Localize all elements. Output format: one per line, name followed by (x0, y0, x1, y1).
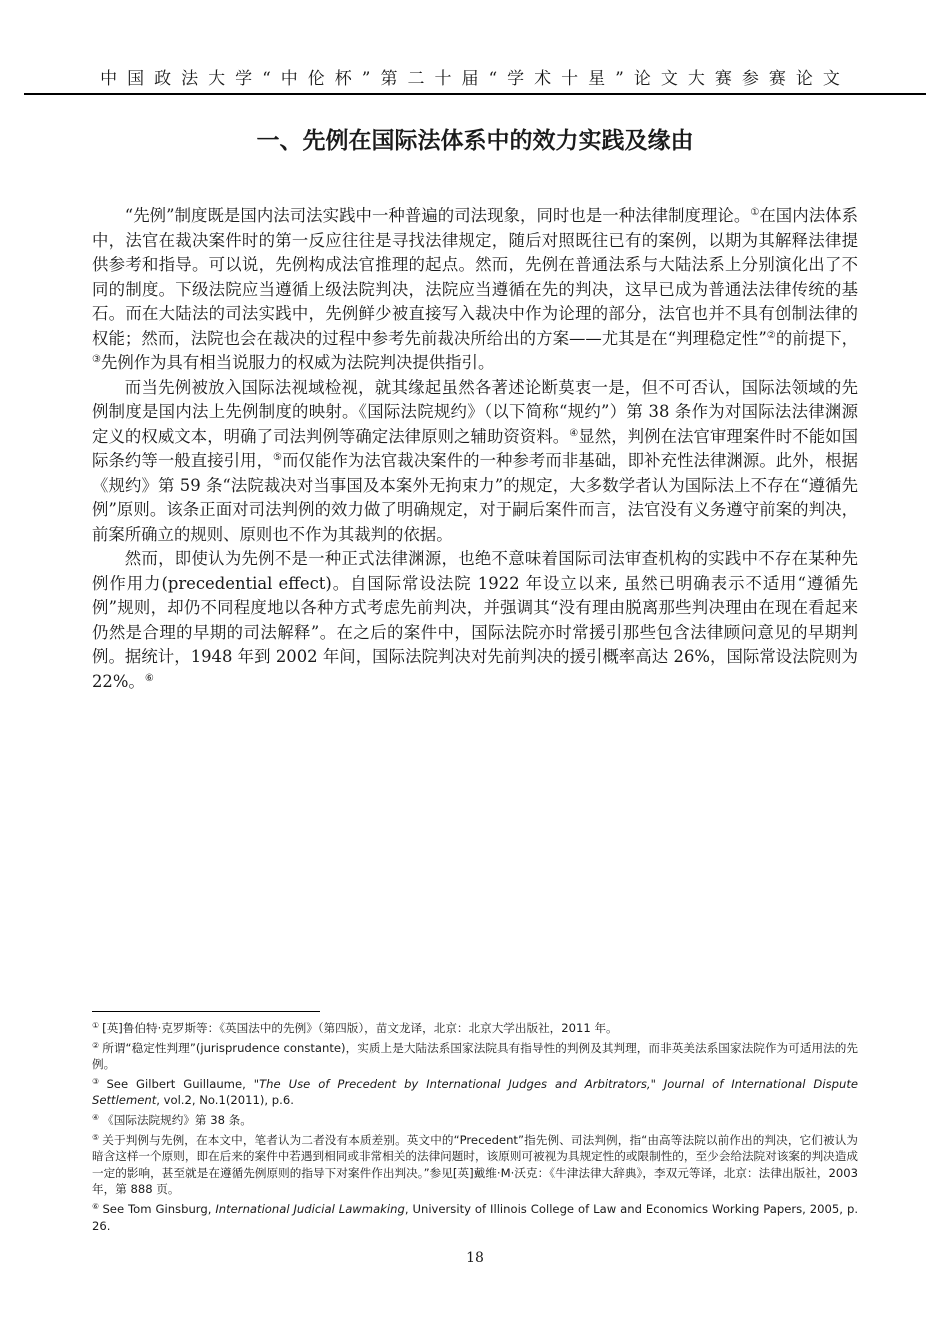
running-header: 中国政法大学“中伦杯”第二十届“学术十星”论文大赛参赛论文 (100, 69, 850, 89)
footnote-ref-6[interactable]: ⑥ (144, 672, 154, 684)
page-number: 18 (466, 1250, 484, 1266)
footnote-1 (92, 1018, 858, 1037)
body-text (92, 204, 858, 694)
footnote-5 (92, 1130, 858, 1198)
footnote-text: [英]鲁伯特·克罗斯等：《英国法中的先例》（第四版），苗文龙译，北京：北京大学出版社，2011 年。 (102, 1021, 618, 1035)
footnote-text: , University of Illinois College of Law and Economics Working Papers, 2005, p. 26. (92, 1201, 859, 1233)
footnotes (92, 1018, 858, 1235)
footnote-text: , vol.2, No.1(2011), p.6. (156, 1093, 294, 1108)
footnote-mark: ⑥ (92, 1201, 100, 1211)
footnote-text: 所谓“稳定性判理”(jurisprudence constante)，实质上是大陆法系国家法院具有指导性的判例及其判理，而非英美法系国家法院作为可适用法的先例。 (92, 1040, 859, 1072)
footnote-ref-4[interactable]: ④ (569, 427, 579, 439)
paragraph-2 (92, 376, 858, 548)
paragraph-3 (92, 547, 858, 694)
footnote-text: See Gilbert Guillaume, (106, 1076, 254, 1091)
footnote-mark: ① (92, 1021, 100, 1030)
footnote-separator (92, 1011, 320, 1012)
text-segment: 在国内法体系中，法官在裁决案件时的第一反应往往是寻找法律规定，随后对照既往已有的案例，以期为其解释法律提供参考和指导。可以说，先例构成法官推理的起点。然而，先例在普通法系与大陆法系上分别演化出了不同的制度。下级法院应当遵循上级法院判决，法院应当遵循在先的判决，这早已成为普通法法律传统的基石。而在大陆法的司法实践中，先例鲜少被直接写入裁决中作为论理的部分，法官也并不具有创制法律的权能；然而，法院也会在裁决的过程中参考先前裁决所给出的方案——尤其是在“判理稳定性” (92, 206, 858, 348)
text-segment: 的前提下， (775, 328, 858, 348)
footnote-italic-title: "The Use of Precedent by International Judges and Arbitrators," Journal of International Dispute Settlement (92, 1076, 858, 1108)
header-rule (24, 93, 926, 95)
text-segment: “先例”制度既是国内法司法实践中一种普遍的司法现象，同时也是一种法律制度理论。 (124, 206, 751, 225)
footnote-text: 关于判例与先例，在本文中，笔者认为二者没有本质差别。英文中的“Precedent”指先例、司法判例，指“由高等法院以前作出的判决，它们被认为暗含这样一个原则，即在后来的案件中若遇到相同或非常相关的法律问题时，该原则可被视为具规定性的或限制性的，至少会给法院对该案的判决造成一定的影响，甚至就是在遵循先例原则的指导下对案件作出判决。”参见[英]戴维·M·沃克：《牛津法律大辞典》，李双元等译，北京：法律出版社，2003 年，第 888 页。 (92, 1132, 858, 1197)
footnote-mark: ③ (92, 1076, 104, 1086)
text-segment: 显然，判例在法官审理案件时不能如国际条约等一般直接引用， (92, 426, 859, 470)
footnote-text: See Tom Ginsburg, (102, 1201, 216, 1216)
footnote-ref-1[interactable]: ① (750, 207, 760, 218)
footnote-text: 《国际法院规约》第 38 条。 (102, 1112, 252, 1127)
text-segment: 先例作为具有相当说服力的权威为法院判决提供指引。 (100, 353, 495, 372)
text-segment: 然而，即使认为先例不是一种正式法律渊源，也绝不意味着国际司法审查机构的实践中不存在某种先例作用力(precedential effect)。自国际常设法院 1922 年设立以来, 虽然已明确表示不适用“遵循先例”规则，却仍不同程度地以各种方式考虑先前判决，并强调其“没有理由脱离那些判决理由在现在看起来仍然是合理的早期的司法解释”。在之后的案件中，国际法院亦时常援引那些包含法律顾问意见的早期判例。据统计，1948 年到 2002 年间，国际法院判决对先前判决的援引概率高达 26%，国际常设法院则为 22%。 (92, 549, 858, 691)
footnote-mark: ② (92, 1040, 100, 1050)
text-segment: 而当先例被放入国际法视域检视，就其缘起虽然各著述论断莫衷一是，但不可否认，国际法领域的先例制度是国内法上先例制度的映射。《国际法院规约》（以下简称“规约”）第 38 条作为对国际法法律渊源定义的权威文本，明确了司法判例等确定法律原则之辅助资资料。 (92, 377, 858, 446)
footnote-3 (92, 1074, 858, 1109)
text-segment: 而仅能作为法官裁决案件的一种参考而非基础，即补充性法律渊源。此外，根据《规约》第 59 条“法院裁决对当事国及本案外无拘束力”的规定，大多数学者认为国际法上不存在“遵循先例”原则。该条正面对司法判例的效力做了明确规定，对于嗣后案件而言，法官没有义务遵守前案的判决，前案所确立的规则、原则也不作为其裁判的依据。 (92, 451, 859, 544)
footnote-italic-title: International Judicial Lawmaking (215, 1201, 405, 1216)
footnote-ref-5[interactable]: ⑤ (273, 452, 283, 463)
footnote-mark: ④ (92, 1112, 100, 1122)
section-title: 一、先例在国际法体系中的效力实践及缘由 (256, 128, 694, 154)
footnote-2 (92, 1038, 858, 1073)
footnote-6 (92, 1199, 858, 1234)
footnote-mark: ⑤ (92, 1132, 100, 1142)
paragraph-1 (92, 204, 858, 376)
footnote-4 (92, 1110, 858, 1129)
footnote-ref-2[interactable]: ② (766, 329, 776, 341)
footnote-ref-3[interactable]: ③ (92, 354, 101, 365)
